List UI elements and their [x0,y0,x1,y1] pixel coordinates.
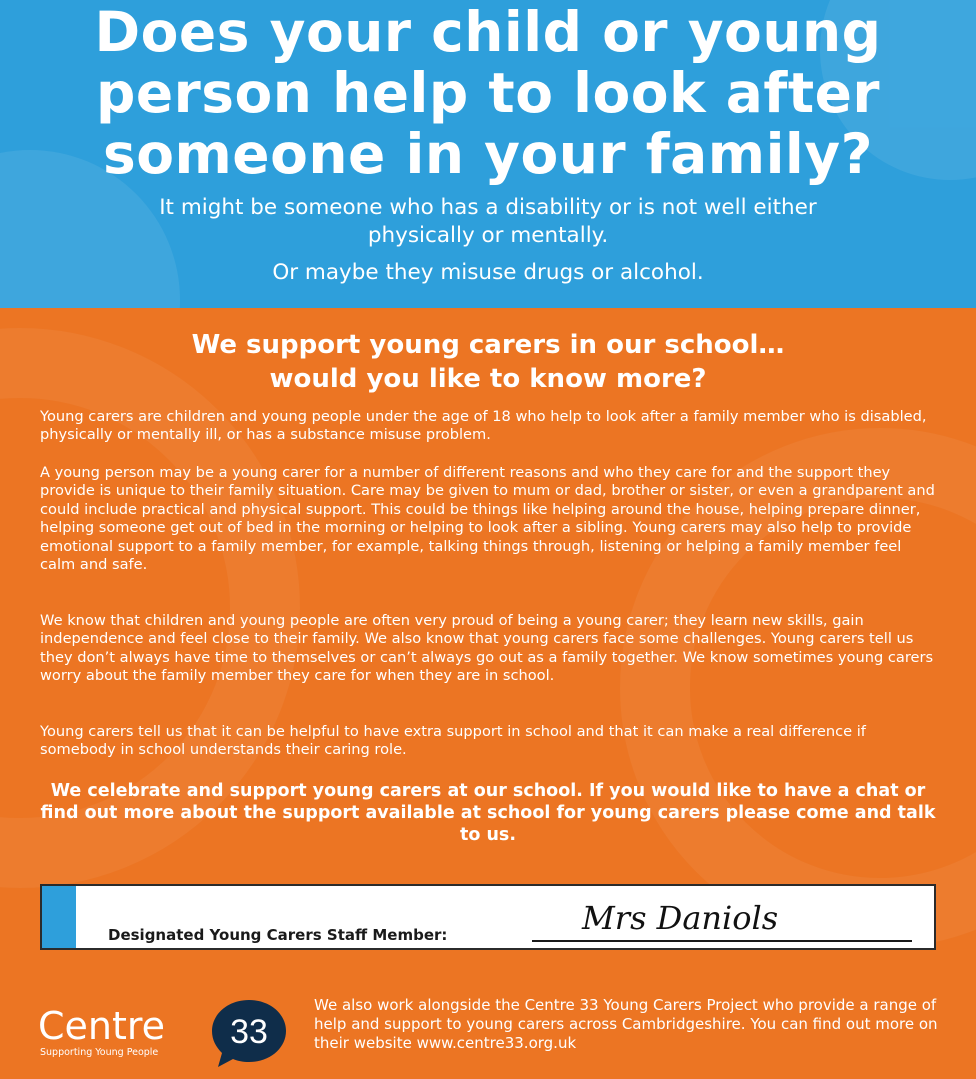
staff-label: Designated Young Carers Staff Member: [108,926,448,944]
paragraph-challenges: We know that children and young people are often very proud of being a young carer; they learn new skills, gain independence and feel close to their family. We also know that young carers face some challenges. Young carers tell us they don’t always have time to themselves or can’t always go out as a family together. We know sometimes young carers worry about the family member they care for when they are in school. [40,612,934,685]
paragraph-definition: Young carers are children and young people under the age of 18 who help to look after a family member who is disabled, physically or mentally ill, or has a substance misuse problem. [40,408,927,444]
header-banner [0,0,976,308]
subheading-line: physically or mentally. [367,223,609,248]
subheading [0,194,976,250]
section-title-line: We support young carers in our school… [191,330,785,360]
staff-name: Mrs Daniols [582,899,779,937]
accent-bar [42,886,76,948]
logo-number: 33 [230,1013,268,1051]
call-to-action: We celebrate and support young carers at our school. If you would like to have a chat or find out more about the support available at school for young carers please come and talk to us. [40,781,936,845]
headline-line: someone in your family? [102,122,874,186]
headline-line: person help to look after [95,61,881,125]
logo-tagline: Supporting Young People [40,1047,159,1058]
subheading-drugs: Or maybe they misuse drugs or alcohol. [272,260,704,285]
speech-bubble-logo-icon [208,996,290,1070]
signature-line [532,940,912,942]
section-title-line: would you like to know more? [269,364,707,394]
logo-word: Centre [38,1004,166,1048]
subheading-line: It might be someone who has a disability or is not well either [159,195,817,220]
headline-line: Does your child or young [94,0,882,64]
staff-member-box [40,884,936,950]
paragraph-reasons: A young person may be a young carer for a number of different reasons and who they care for and the support they provide is unique to their family situation. Care may be given to mum or dad, brother or sister, or even a grandparent and could include practical and physical support. This could be things like helping around the house, helping prepare dinner, helping someone get out of bed in the morning or helping to look after a sibling. Young carers may also help to provide emotional support to a family member, for example, talking things through, listening or helping a family member feel calm and safe. [40,464,935,574]
footer-text: We also work alongside the Centre 33 Young Carers Project who provide a range of help and support to young carers across Cambridgeshire. You can find out more on their website www.centre33.org.uk [314,996,938,1052]
paragraph-support: Young carers tell us that it can be helpful to have extra support in school and that it can make a real difference if somebody in school understands their caring role. [40,723,866,759]
headline [0,2,976,185]
section-title [0,328,976,396]
